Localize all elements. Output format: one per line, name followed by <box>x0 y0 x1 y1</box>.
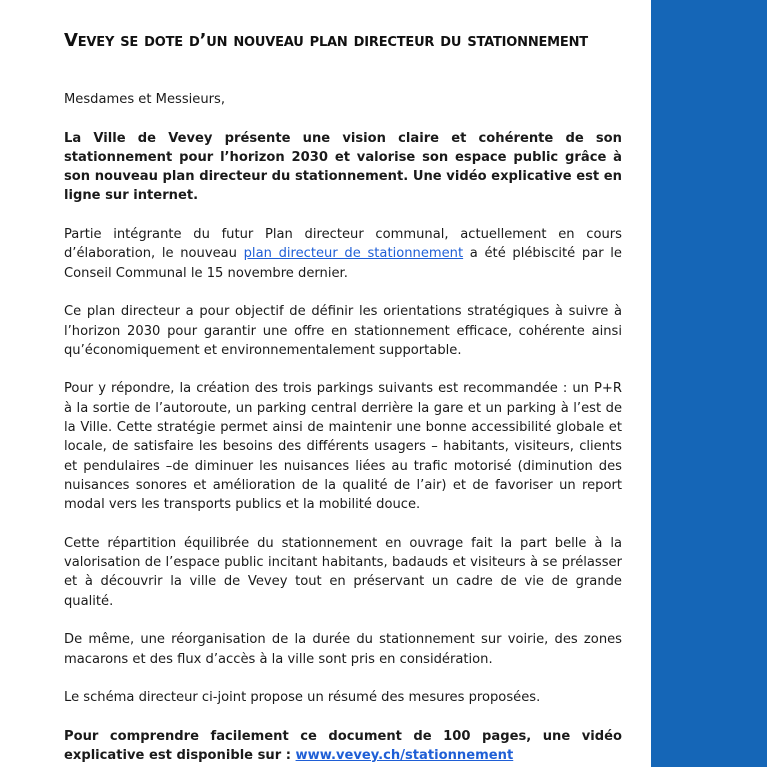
lead-paragraph: La Ville de Vevey présente une vision claire et cohérente de son stationnement pour l’horizon 2030 et valorise son espace public grâce à son nouveau plan directeur du stationnement. Une vidéo explicative est en ligne sur internet. <box>64 130 622 204</box>
paragraph-plan-adoption <box>64 225 622 283</box>
blue-sidebar <box>651 0 767 767</box>
page-title: Vevey se dote d’un nouveau plan directeur du stationnement <box>64 30 588 51</box>
paragraph-public-space: Cette répartition équilibrée du stationnement en ouvrage fait la part belle à la valorisation de l’espace public incitant habitants, badauds et visiteurs à se prélasser et à découvrir la ville de Vevey tout en préservant un cadre de vie de grande qualité. <box>64 535 622 609</box>
plan-directeur-link[interactable]: plan directeur de stationnement <box>243 246 464 262</box>
document-body <box>64 90 622 767</box>
paragraph-parkings: Pour y répondre, la création des trois parkings suivants est recommandée : un P+R à la sortie de l’autoroute, un parking central derrière la gare et un parking à l’est de la Ville. Cette stratégie permet ainsi de maintenir une bonne accessibilité globale et locale, de satisfaire les besoins des différents usagers – habitants, visiteurs, clients et pendulaires –de diminuer les nuisances liées au trafic motorisé (diminution des nuisances sonores et amélioration de la qualité de l’air) et de favoriser un report modal vers les transports publics et la mobilité douce. <box>64 381 622 513</box>
paragraph-schema: Le schéma directeur ci-joint propose un résumé des mesures proposées. <box>64 690 541 706</box>
paragraph-text: a été plébiscité par le Conseil Communal le 15 novembre dernier. <box>64 246 622 281</box>
video-link[interactable]: www.vevey.ch/stationnement <box>295 748 514 764</box>
closing-paragraph <box>64 727 622 766</box>
paragraph-reorganisation: De même, une réorganisation de la durée du stationnement sur voirie, des zones macarons et des flux d’accès à la ville sont pris en considération. <box>64 632 622 667</box>
paragraph-objectives: Ce plan directeur a pour objectif de définir les orientations stratégiques à suivre à l’horizon 2030 pour garantir une offre en stationnement efficace, cohérente ainsi qu’économiquement et environnementalement supportable. <box>64 304 622 358</box>
closing-text: Pour comprendre facilement ce document de 100 pages, une vidéo explicative est disponible sur : <box>64 728 622 764</box>
paragraph-text: Partie intégrante du futur Plan directeur communal, actuellement en cours d’élaboration, le nouveau <box>64 227 622 262</box>
salutation: Mesdames et Messieurs, <box>64 92 226 107</box>
